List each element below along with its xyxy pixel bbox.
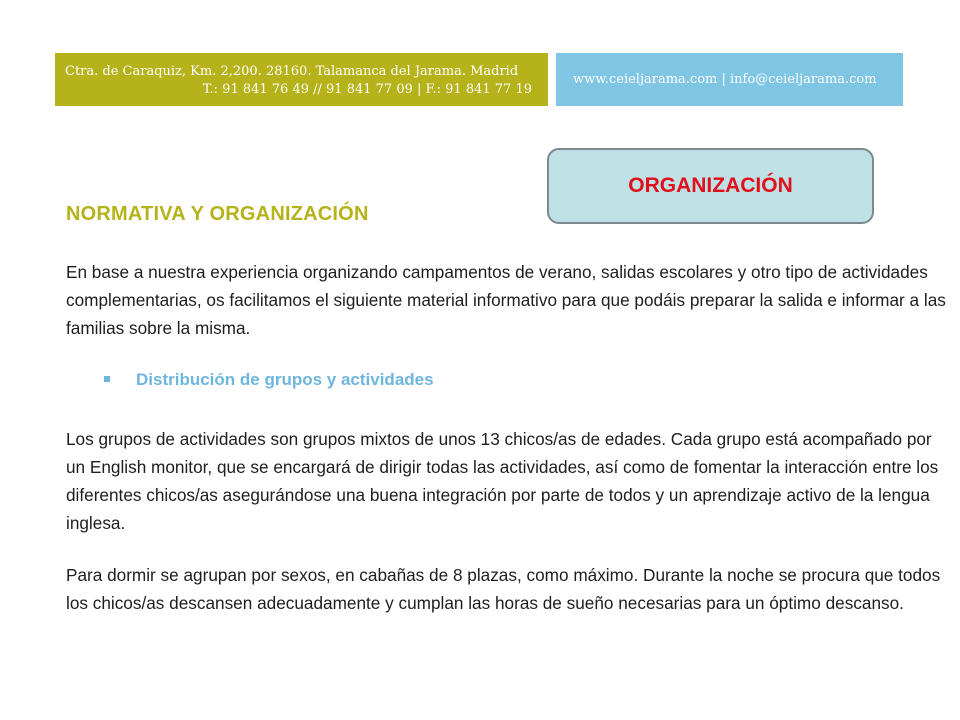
sleep-paragraph: Para dormir se agrupan por sexos, en cabañas de 8 plazas, como máximo. Durante la noche se procura que todos los chicos/as descansen adecuadamente y cumplan las horas de sueño necesarias para un óptimo descanso.: [66, 565, 941, 613]
header-address-bar: [55, 53, 548, 106]
web-contact-line[interactable]: www.ceieljarama.com | info@ceieljarama.com: [573, 72, 877, 87]
address-line: Ctra. de Caraquiz, Km. 2,200. 28160. Talamanca del Jarama. Madrid: [65, 64, 519, 79]
square-bullet-icon: [104, 376, 110, 382]
intro-paragraph: En base a nuestra experiencia organizando campamentos de verano, salidas escolares y otro tipo de actividades complementarias, os facilitamos el siguiente material informativo para que podáis preparar la salida e informar a las familias sobre la misma.: [66, 262, 946, 338]
section-badge: ORGANIZACIÓN: [547, 148, 874, 224]
bullet-item: [104, 370, 434, 390]
groups-paragraph: Los grupos de actividades son grupos mixtos de unos 13 chicos/as de edades. Cada grupo está acompañado por un English monitor, que se encargará de dirigir todas las actividades, así como de fomentar la interacción entre los diferentes chicos/as asegurándose una buena integración por parte de todos y un aprendizaje activo de la lengua inglesa.: [66, 429, 939, 533]
page-title: NORMATIVA Y ORGANIZACIÓN: [66, 203, 369, 225]
phone-line: T.: 91 841 76 49 // 91 841 77 09 | F.: 91 841 77 19: [202, 82, 532, 97]
bullet-label: Distribución de grupos y actividades: [136, 370, 434, 389]
header-web-bar: [556, 53, 903, 106]
